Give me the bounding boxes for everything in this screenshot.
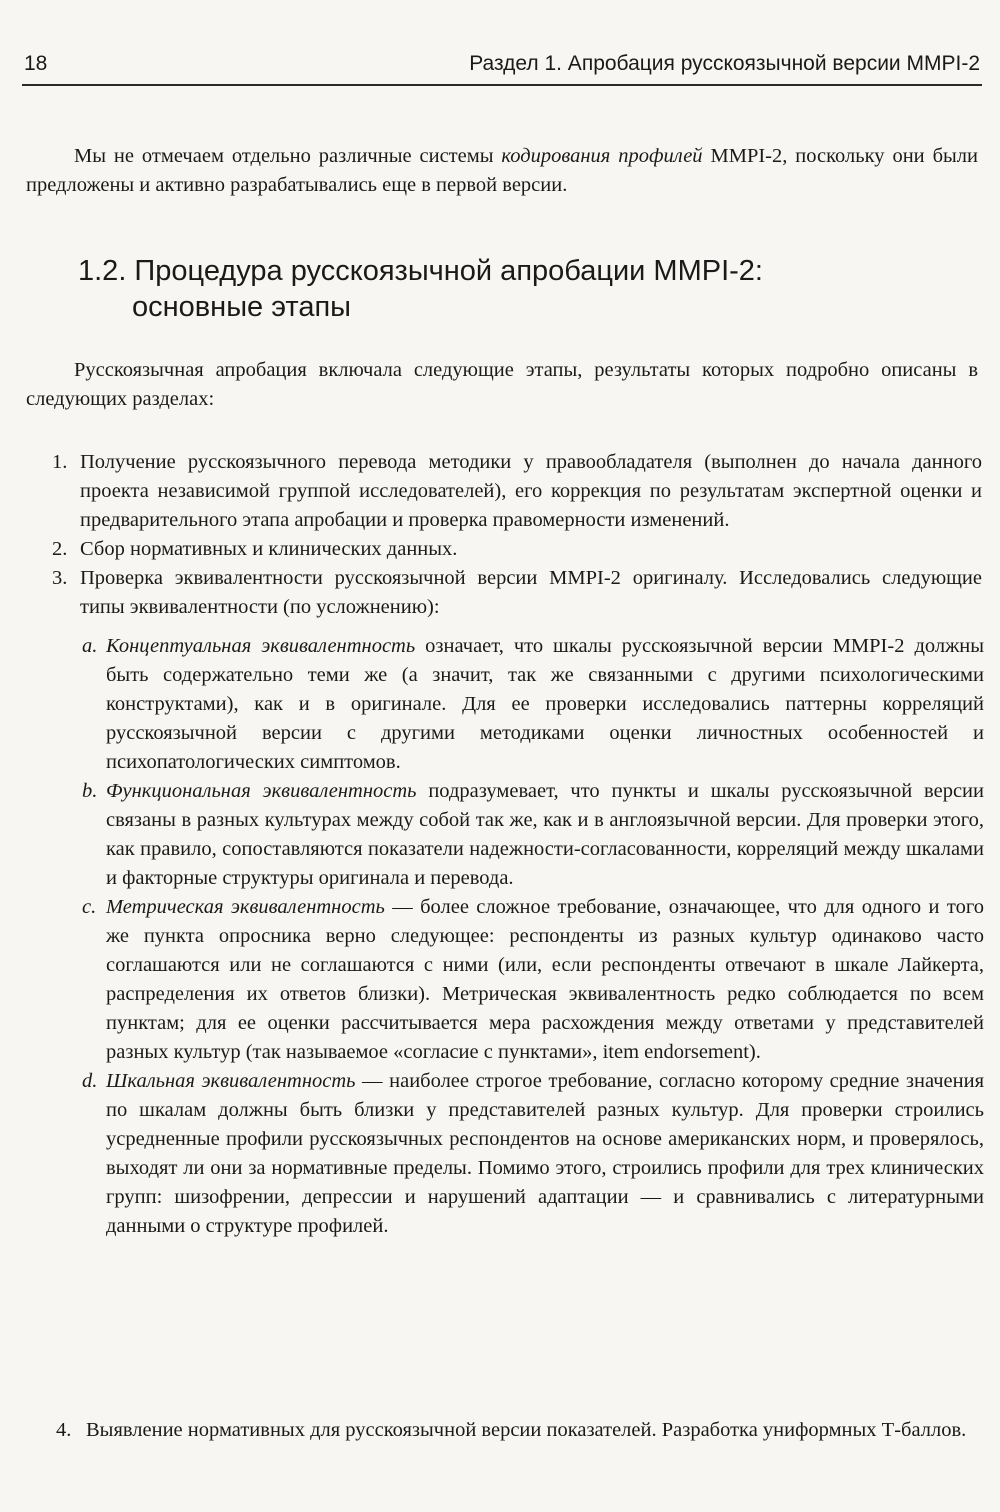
list-item-step-3 bbox=[0, 564, 1000, 622]
intro-text-end: MMPI-2, поскольку они были предложены и активно разрабатывались еще в первой версии. bbox=[26, 145, 978, 196]
list-item-equivalence-c bbox=[0, 893, 1000, 1067]
list-item-step-4 bbox=[0, 1416, 1000, 1445]
sub-letter: d. bbox=[82, 1070, 98, 1092]
step-number: 2. bbox=[52, 538, 68, 560]
step-text: Сбор нормативных и клинических данных. bbox=[80, 538, 458, 560]
lead-paragraph: Русскоязычная апробация включала следующие этапы, результаты которых подробно описаны в следующих разделах: bbox=[26, 359, 978, 410]
sub-term: Концептуальная эквивалентность bbox=[106, 635, 416, 657]
sub-text: — наиболее строгое требование, согласно которому средние значения по шкалам должны быть близки у представителей разных культур. Для проверки строились усредненные профили русскоязычных респондентов на основе американских норм, и проверялось, выходят ли они за нормативные пределы. Помимо этого, строились профили для трех клинических групп: шизофрении, депрессии и нарушений адаптации — и сравнивались с литературными данными о структуре профилей. bbox=[106, 1070, 984, 1237]
step-text: Получение русскоязычного перевода методики у правообладателя (выполнен до начала данного проекта независимой группой исследователей), его коррекция по результатам экспертной оценки и предварительного этапа апробации и проверка правомерности изменений. bbox=[80, 451, 982, 531]
running-header bbox=[22, 48, 982, 86]
sub-term: Функциональная эквивалентность bbox=[106, 780, 417, 802]
sub-term: Метрическая эквивалентность bbox=[106, 896, 385, 918]
sub-letter: c. bbox=[82, 896, 97, 918]
step-number: 4. bbox=[56, 1419, 72, 1441]
list-item-equivalence-d bbox=[0, 1067, 1000, 1241]
step-text: Проверка эквивалентности русскоязычной версии MMPI-2 оригиналу. Исследовались следующие типы эквивалентности (по усложнению): bbox=[80, 567, 982, 618]
steps-list bbox=[0, 448, 1000, 1441]
section-heading bbox=[78, 253, 763, 325]
intro-text-start: Мы не отмечаем отдельно различные системы bbox=[74, 145, 502, 167]
list-item-step-2 bbox=[0, 535, 1000, 564]
step-number: 1. bbox=[52, 451, 68, 473]
list-item-step-1 bbox=[0, 448, 1000, 535]
sub-text: означает, что шкалы русскоязычной версии MMPI-2 должны быть содержательно теми же (а значит, так же связанными с другими психологическими конструктами), как и в оригинале. Для ее проверки исследовались паттерны корреляций русскоязычной версии с другими методиками оценки личностных особенностей и психопатологических симптомов. bbox=[106, 635, 984, 773]
step-number: 3. bbox=[52, 567, 68, 589]
page-number: 18 bbox=[24, 52, 48, 75]
list-item-equivalence-b bbox=[0, 777, 1000, 893]
sub-letter: a. bbox=[82, 635, 98, 657]
heading-line-1: 1.2. Процедура русскоязычной апробации MMPI-2: bbox=[78, 255, 763, 287]
sub-text: — более сложное требование, означающее, что для одного и того же пункта опросника верно следующее: респонденты из разных культур одинаково часто соглашаются или не соглашаются с ними (или, если респонденты отвечают в шкале Лайкерта, распределения их ответов близки). Метрическая эквивалентность редко соблюдается по всем пунктам; для ее оценки рассчитывается мера расхождения между ответами у представителей разных культур (так называемое «согласие с пунктами», item endorsement). bbox=[106, 896, 984, 1063]
sub-term: Шкальная эквивалентность bbox=[106, 1070, 356, 1092]
sub-text: подразумевает, что пункты и шкалы русскоязычной версии связаны в разных культурах между собой так же, как и в англоязычной версии. Для проверки этого, как правило, сопоставляются показатели надежности-согласованности, корреляций между шкалами и факторные структуры оригинала и перевода. bbox=[106, 780, 984, 889]
intro-paragraph bbox=[0, 142, 1000, 200]
heading-line-2: основные этапы bbox=[132, 291, 352, 323]
section-title: Раздел 1. Апробация русскоязычной версии MMPI-2 bbox=[469, 52, 980, 75]
list-item-equivalence-a bbox=[0, 632, 1000, 777]
equivalence-types-list bbox=[0, 632, 1000, 1241]
step-text: Выявление нормативных для русскоязычной версии показателей. Разработка униформных Т-баллов. bbox=[86, 1419, 967, 1441]
intro-emphasis: кодирования профилей bbox=[501, 145, 703, 167]
sub-letter: b. bbox=[82, 780, 98, 802]
